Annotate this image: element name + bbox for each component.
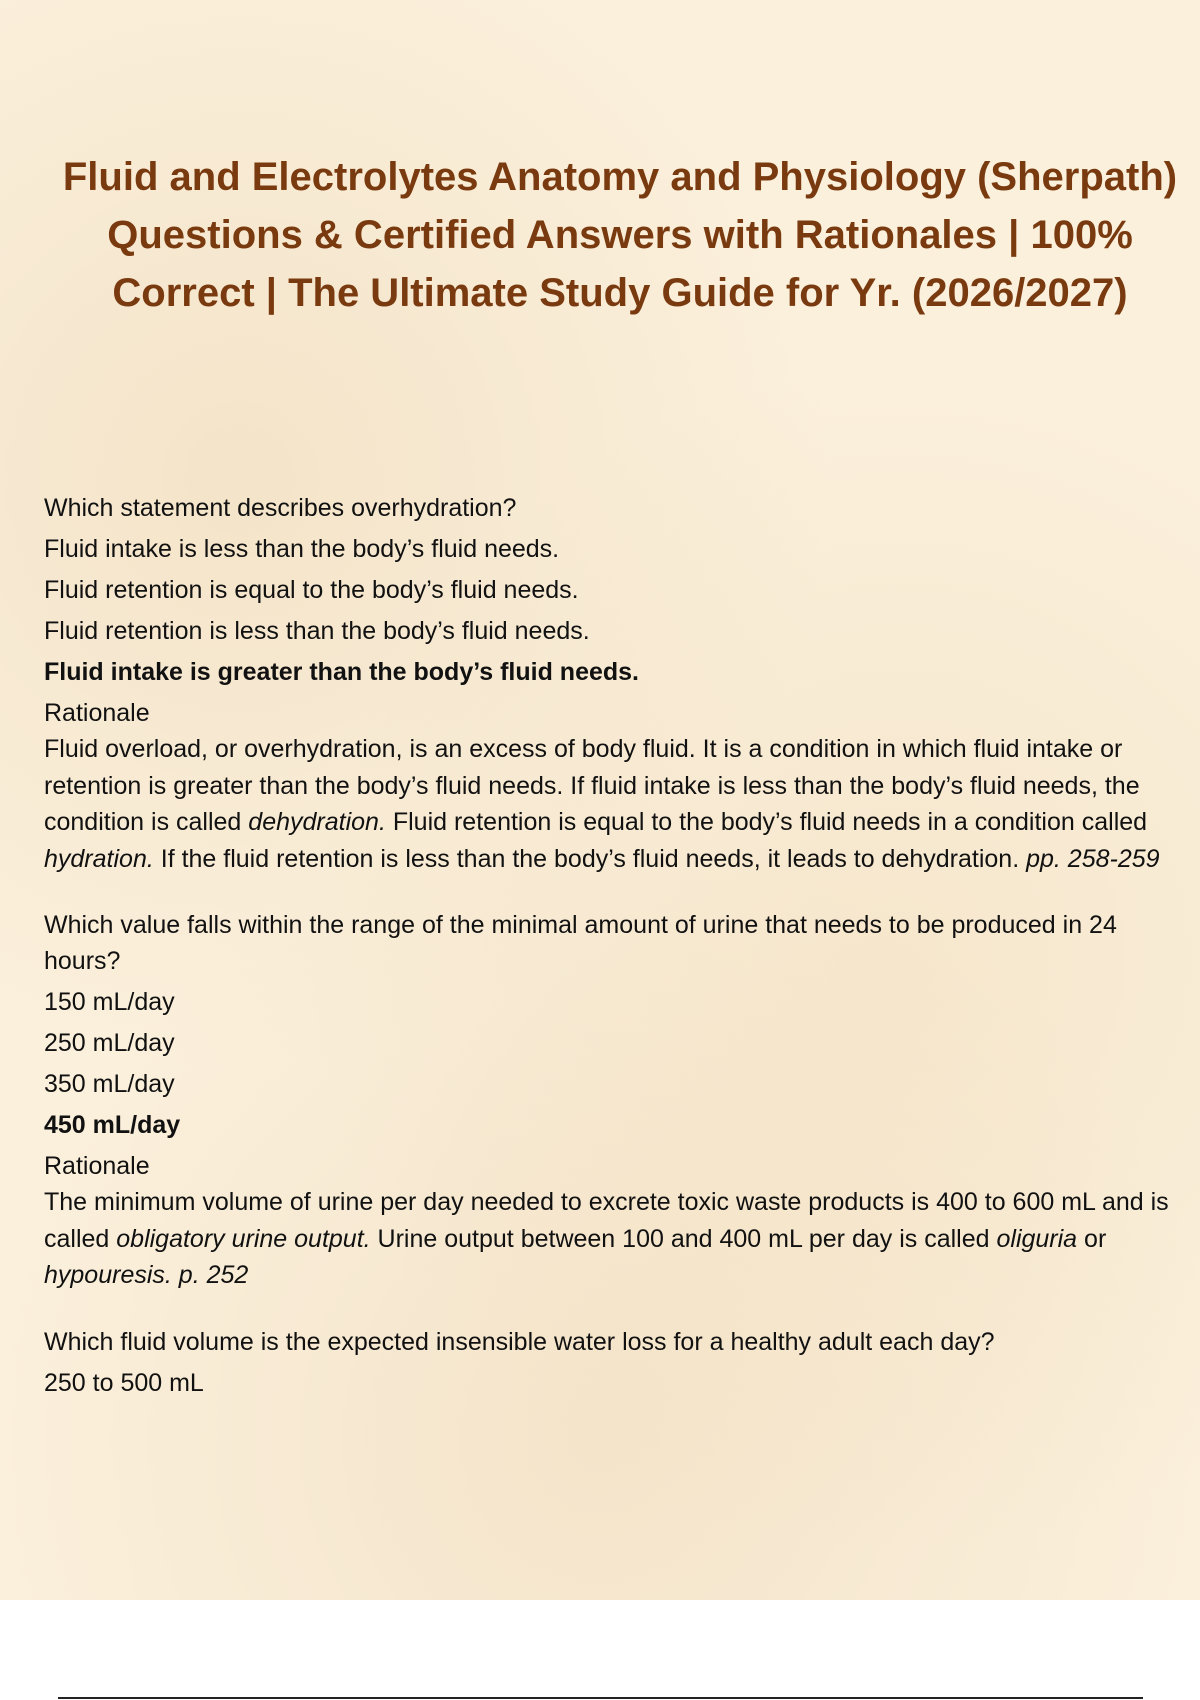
question-1-correct-answer: Fluid intake is greater than the body’s fluid needs. [44, 658, 640, 686]
question-3-option-1: 250 to 500 mL [44, 1368, 204, 1397]
question-1-option-3: Fluid retention is less than the body’s fluid needs. [44, 617, 590, 645]
question-content [44, 490, 1184, 1406]
rationale-2-part-a: The minimum volume of urine per day needed to excrete toxic waste products is 400 to 600 mL and is called [44, 1188, 1169, 1253]
rationale-1-part-e: If the fluid retention is less than the body’s fluid needs, it leads to dehydration. [153, 844, 1027, 873]
question-2 [44, 907, 1184, 1294]
rationale-2-part-c: Urine output between 100 and 400 mL per day is called [370, 1224, 997, 1253]
question-3 [44, 1324, 1184, 1401]
rationale-1-part-a: Fluid overload, or overhydration, is an excess of body fluid. It is a condition in which fluid intake or retention is greater than the body’s fluid needs. If fluid intake is less than the body’s fluid needs, the condition is called [44, 735, 1140, 836]
rationale-2-term-hypouresis: hypouresis. p. 252 [44, 1261, 249, 1289]
question-1-rationale [44, 731, 1184, 877]
rationale-2-term-obligatory: obligatory urine output. [116, 1224, 371, 1253]
question-1 [44, 490, 1184, 877]
rationale-1-part-c: Fluid retention is equal to the body’s fluid needs in a condition called [385, 808, 1148, 836]
question-3-text: Which fluid volume is the expected insensible water loss for a healthy adult each day? [44, 1327, 995, 1356]
document-title: Fluid and Electrolytes Anatomy and Physiology (Sherpath) Questions & Certified Answers with Rationales | 100% Correct | The Ultimate Study Guide for Yr. (2026/2027) [62, 155, 1178, 315]
question-2-rationale [44, 1184, 1184, 1294]
question-1-rationale-label: Rationale [44, 699, 150, 727]
question-2-option-2: 250 mL/day [44, 1029, 175, 1057]
question-1-option-1: Fluid intake is less than the body’s fluid needs. [44, 535, 560, 563]
question-1-option-2: Fluid retention is equal to the body’s fluid needs. [44, 576, 579, 604]
question-1-text: Which statement describes overhydration? [44, 494, 517, 522]
question-2-option-1: 150 mL/day [44, 988, 175, 1016]
question-2-correct-answer: 450 mL/day [44, 1111, 181, 1139]
page-divider [58, 1697, 1143, 1699]
question-2-rationale-label: Rationale [44, 1152, 150, 1180]
rationale-2-part-e: or [1077, 1224, 1107, 1253]
rationale-1-term-hydration: hydration. [44, 844, 154, 873]
rationale-2-term-oliguria: oliguria [996, 1224, 1078, 1253]
question-2-option-3: 350 mL/day [44, 1070, 175, 1098]
rationale-1-term-dehydration: dehydration. [248, 808, 386, 836]
rationale-1-page-ref: pp. 258-259 [1026, 844, 1160, 873]
question-2-text: Which value falls within the range of the minimal amount of urine that needs to be produced in 24 hours? [44, 911, 1117, 975]
